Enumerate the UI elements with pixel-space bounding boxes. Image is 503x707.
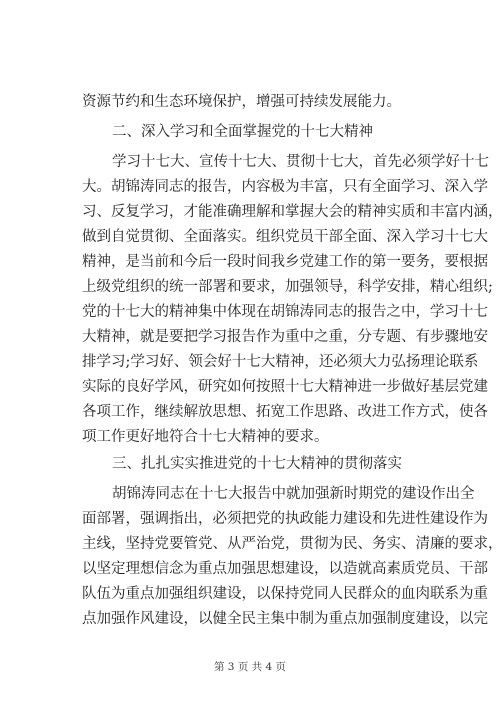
body-text-line: 队伍为重点加强组织建设，以保持党同人民群众的血肉联系为重	[82, 586, 488, 602]
body-text-line: 点加强作风建设，以健全民主集中制为重点加强制度建设，以完	[82, 611, 488, 627]
body-text-line: 以坚定理想信念为重点加强思想建设，以造就高素质党员、干部	[82, 561, 488, 577]
body-text-line: 上级党组织的统一部署和要求，加强领导，科学安排，精心组织;	[82, 279, 493, 295]
body-text-line: 学习十七大、宣传十七大、贯彻十七大，首先必须学好十七	[112, 154, 489, 170]
body-text-line: 胡锦涛同志在十七大报告中就加强新时期党的建设作出全	[112, 486, 475, 502]
body-text-line: 做到自觉贯彻、全面落实。组织党员干部全面、深入学习十七大	[82, 229, 488, 245]
body-text-line: 主线，坚持党要管党、从严治党，贯彻为民、务实、清廉的要求，	[82, 536, 503, 552]
body-text-line: 党的十七大的精神集中体现在胡锦涛同志的报告之中，学习十七	[82, 304, 488, 320]
body-text-line: 大精神，就是要把学习报告作为重中之重，分专题、有步骤地安	[82, 329, 488, 345]
section-heading: 二、深入学习和全面掌握党的十七大精神	[112, 124, 373, 140]
body-text-line: 各项工作，继续解放思想、拓宽工作思路、改进工作方式，使各	[82, 404, 488, 420]
body-text-line: 精神，是当前和今后一段时间我乡党建工作的第一要务，要根据	[82, 254, 488, 270]
body-text-line: 面部署，强调指出，必须把党的执政能力建设和先进性建设作为	[82, 511, 488, 527]
page-number-footer: 第 3 页 共 4 页	[213, 661, 287, 673]
body-text-line: 资源节约和生态环境保护，增强可持续发展能力。	[82, 94, 401, 110]
body-text-line: 项工作更好地符合十七大精神的要求。	[82, 429, 329, 445]
section-heading: 三、扎扎实实推进党的十七大精神的贯彻落实	[112, 456, 402, 472]
body-text-line: 实际的良好学风，研究如何按照十七大精神进一步做好基层党建	[82, 379, 488, 395]
body-text-line: 习、反复学习，才能准确理解和掌握大会的精神实质和丰富内涵，	[82, 204, 503, 220]
body-text-line: 大。胡锦涛同志的报告，内容极为丰富，只有全面学习、深入学	[82, 179, 488, 195]
body-text-line: 排学习;学习好、领会好十七大精神，还必须大力弘扬理论联系	[82, 354, 479, 370]
